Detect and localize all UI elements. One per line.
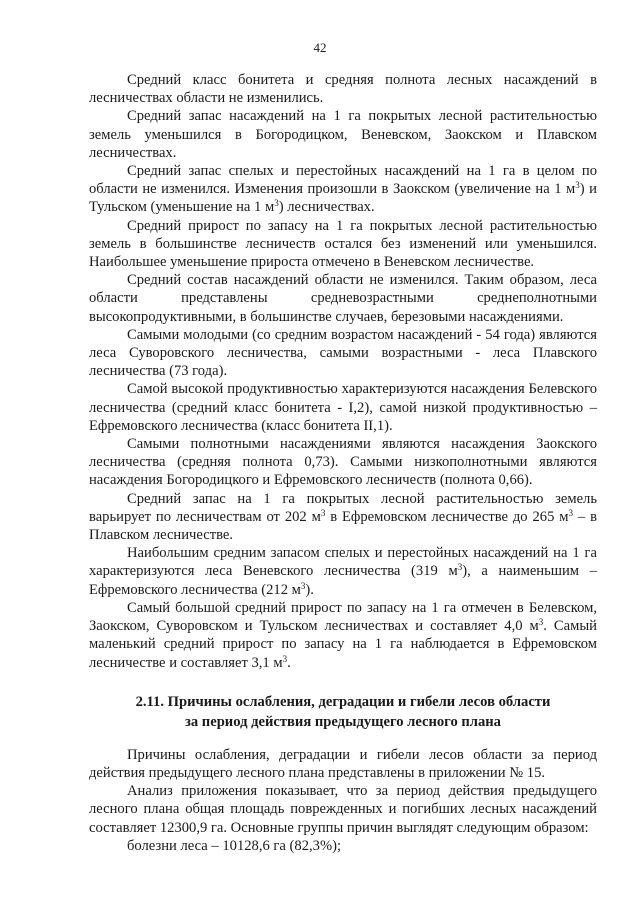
paragraph: Самый большой средний прирост по запасу на 1 га отмечен в Белевском, Заокском, Суворовском и Тульском лесничествах и составляет 4,0 $м^3$. Самый маленький средний прирост по запасу на 1 га наблюдается в Ефремовском лесничестве и составляет 3,1 $м^3$. [89, 599, 597, 671]
paragraph: Самой высокой продуктивностью характеризуются насаждения Белевского лесничества (средний класс бонитета - I,2), самой низкой продуктивностью – Ефремовского лесничества (класс бонитета II,1). [89, 381, 597, 434]
paragraph: Причины ослабления, деградации и гибели лесов области за период действия предыдущего лесного плана представлены в приложении № 15. [89, 746, 597, 781]
section-heading-line: 2.11. Причины ослабления, деградации и гибели лесов области [135, 693, 551, 710]
paragraph: Самыми полнотными насаждениями являются насаждения Заокского лесничества (средняя полнота 0,73). Самыми низкополнотными являются насаждения Богородицкого и Ефремовского лесничеств (полнота 0,66). [89, 436, 597, 489]
page-number: 42 [313, 40, 327, 55]
paragraph: Средний состав насаждений области не изменился. Таким образом, леса области представлены средневозрастными среднеполнотными высокопродуктивными, в большинстве случаев, березовыми насаждениями. [89, 272, 597, 325]
section-heading-line: за период действия предыдущего лесного плана [185, 713, 501, 730]
paragraph: Средний запас насаждений на 1 га покрытых лесной растительностью земель уменьшился в Богородицком, Веневском, Заокском и Плавском лесничествах. [89, 108, 597, 161]
paragraph: болезни леса – 10128,6 га (82,3%); [127, 837, 342, 854]
section-heading [89, 692, 597, 732]
paragraph: Средний прирост по запасу на 1 га покрытых лесной растительностью земель в большинстве лесничеств остался без изменений или уменьшился. Наибольшее уменьшение прироста отмечено в Веневском лесничестве. [89, 217, 597, 271]
paragraph: Наибольшим средним запасом спелых и перестойных насаждений на 1 га характеризуются леса Веневского лесничества (319 $м^3$), а наименьшим – Ефремовского лесничества (212 $м^3$). [89, 545, 597, 598]
paragraph: Средний запас на 1 га покрытых лесной растительностью земель варьирует по лесничествам от 202 $м^3$ в Ефремовском лесничестве до 265 $м^3$ – в Плавском лесничестве. [89, 490, 597, 544]
paragraph: Средний запас спелых и перестойных насаждений на 1 га в целом по области не изменился. Изменения произошли в Заокском (увеличение на 1 $м^3$) и Тульском (уменьшение на 1 $м^3$) лесничествах. [89, 163, 597, 216]
body-text [89, 71, 597, 855]
paragraph: Средний класс бонитета и средняя полнота лесных насаждений в лесничествах области не изменились. [89, 72, 597, 107]
paragraph: Самыми молодыми (со средним возрастом насаждений - 54 года) являются леса Суворовского лесничества, самыми возрастными - леса Плавского лесничества (73 года). [89, 326, 597, 380]
paragraph: Анализ приложения показывает, что за период действия предыдущего лесного плана общая площадь поврежденных и погибших лесных насаждений составляет 12300,9 га. Основные группы причин выглядят следующим образом: [89, 783, 597, 836]
